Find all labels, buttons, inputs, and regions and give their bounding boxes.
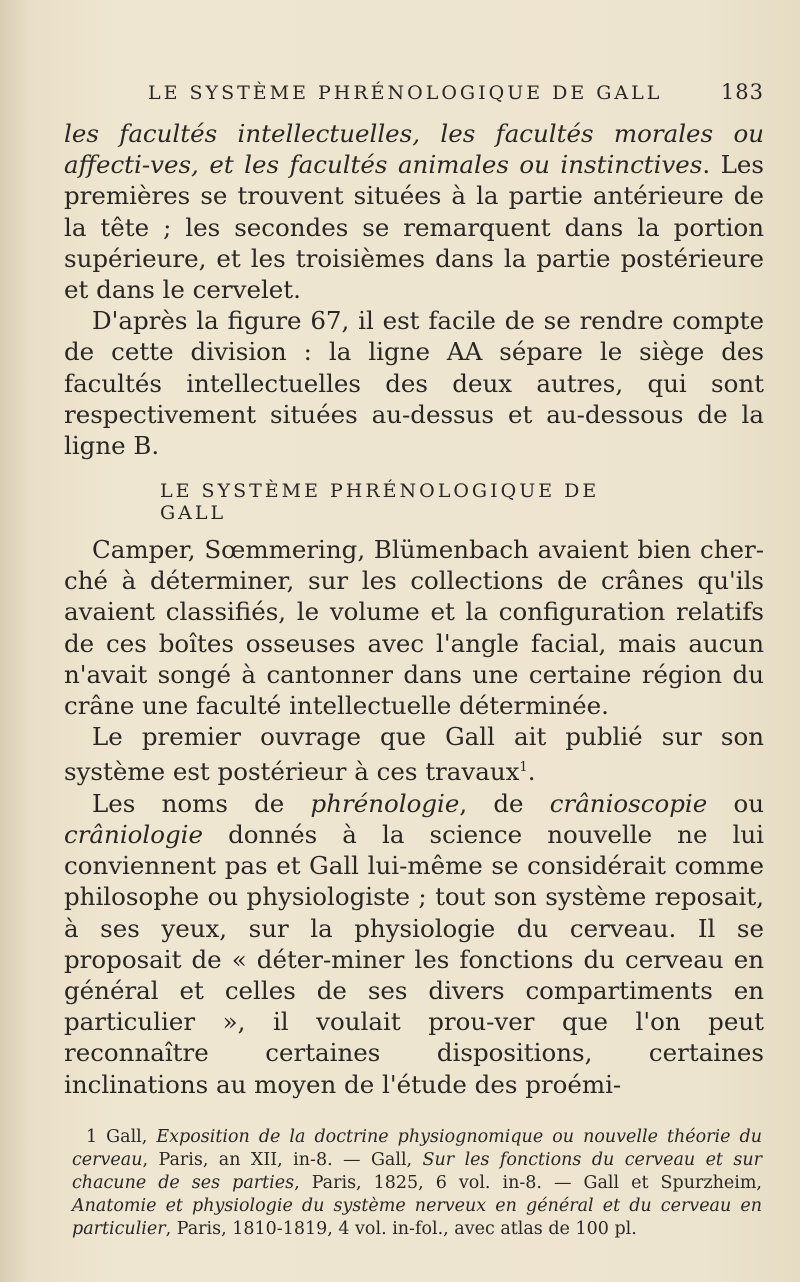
running-title: LE SYSTÈME PHRÉNOLOGIQUE DE GALL [148,82,663,104]
noms-text-3: ou [707,788,764,818]
footnote [72,1126,762,1241]
faculties-italic: les facultés intellectuelles, les facultés morales ou affecti-ves, et les facultés animales ou instinctives [64,119,764,180]
section-title: LE SYSTÈME PHRÉNOLOGIQUE DE GALL [160,480,600,524]
footnote-title-3: Anatomie et physiologie du système nerveux en général et du cerveau en particulier [72,1196,762,1239]
footnote-text-2: , Paris, an XII, in-8. — Gall, [142,1150,423,1170]
page-number: 183 [720,80,764,104]
term-cranioscopie: crânioscopie [549,788,708,818]
running-header [148,80,764,104]
section-text [64,534,764,1100]
footnote-reference[interactable]: 1 [519,760,528,776]
footnote-text-1: Gall, [97,1127,157,1147]
faculties-text: . Les premières se trouvent situées à la partie antérieure de la tête ; les secondes se remarquent dans la portion supérieure, et les troisièmes dans la partie postérieure et dans le cervelet. [64,150,765,305]
footnote-text [72,1126,762,1241]
paragraph-faculties [64,118,764,305]
noms-text-2: , de [459,788,550,818]
premier-ouvrage-end: . [527,757,536,787]
term-phrenologie: phrénologie [310,788,460,818]
footnote-text-4: , Paris, 1810-1819, 4 vol. in-fol., avec atlas de 100 pl. [165,1219,637,1239]
noms-text-1: Les noms de [92,788,311,818]
paragraph-premier-ouvrage [64,721,764,788]
footnote-title-1: Exposition de la doctrine physiognomique ou nouvelle théorie du cerveau [72,1127,762,1170]
opening-text [64,118,764,461]
footnote-title-2: Sur les fonctions du cerveau et sur chacune de ses parties [72,1150,762,1193]
premier-ouvrage-text: Le premier ouvrage que Gall ait publié sur son système est postérieur à ces travaux [64,722,764,787]
footnote-text-3: , Paris, 1825, 6 vol. in-8. — Gall et Spurzheim, [294,1173,762,1193]
paragraph-figure-67: D'après la figure 67, il est facile de se rendre compte de cette division : la ligne AA sépare le siège des facultés intellectuelles des deux autres, qui sont respectivement situées au-dessus et au-dessous de la ligne B. [64,306,764,461]
footnote-number: 1 [86,1127,98,1147]
noms-text-4: donnés à la science nouvelle ne lui conviennent pas et Gall lui-même se considérait comme philosophe ou physiologiste ; tout son système reposait, à ses yeux, sur la physiologie du cerveau. Il se proposait de « déter-miner les fonctions du cerveau en général et celles de ses divers compartiments en particulier », il voulait prou-ver que l'on peut reconnaître certaines dispositions, certaines inclinations au moyen de l'étude des proémi- [64,819,764,1099]
paragraph-camper: Camper, Sœmmering, Blümenbach avaient bien cher-ché à déterminer, sur les collections de crânes qu'ils avaient classifiés, le volume et la configuration relatifs de ces boîtes osseuses avec l'angle facial, mais aucun n'avait songé à cantonner dans une certaine région du crâne une faculté intellectuelle déterminée. [64,535,764,721]
paragraph-noms [64,788,764,1100]
term-craniologie: crâniologie [64,819,204,849]
